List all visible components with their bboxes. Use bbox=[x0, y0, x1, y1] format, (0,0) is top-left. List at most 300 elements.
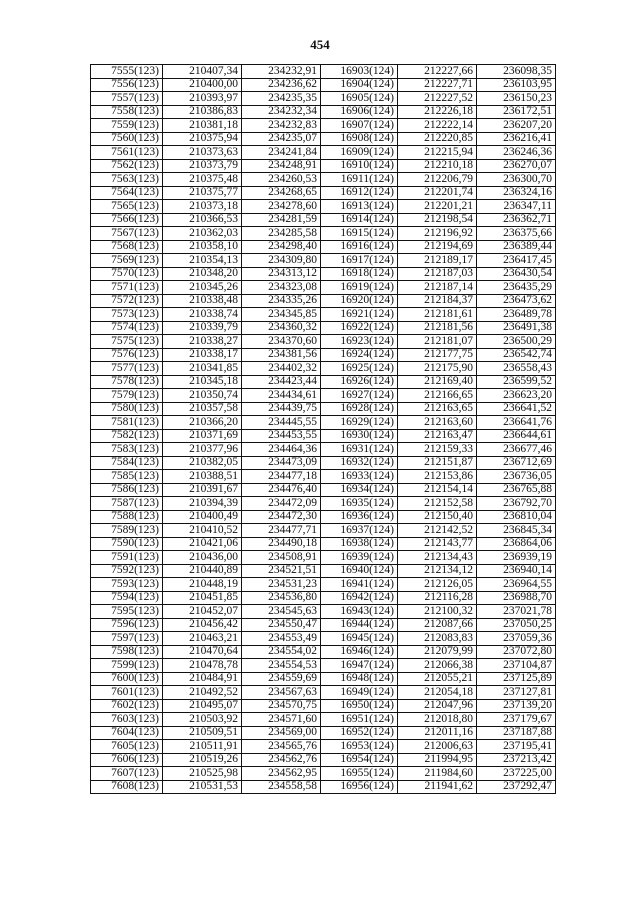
y-coordinate-cell: 236103,95 bbox=[477, 78, 556, 92]
point-id-cell: 16930(124) bbox=[321, 429, 398, 443]
table-row bbox=[91, 227, 556, 241]
table-row bbox=[91, 618, 556, 632]
x-coordinate-cell: 210354,13 bbox=[163, 254, 242, 268]
table-row bbox=[91, 294, 556, 308]
x-coordinate-cell: 212181,07 bbox=[398, 335, 477, 349]
point-id-cell: 16906(124) bbox=[321, 105, 398, 119]
x-coordinate-cell: 212187,03 bbox=[398, 267, 477, 281]
x-coordinate-cell: 212226,18 bbox=[398, 105, 477, 119]
y-coordinate-cell: 234236,62 bbox=[242, 78, 321, 92]
x-coordinate-cell: 210371,69 bbox=[163, 429, 242, 443]
y-coordinate-cell: 236216,41 bbox=[477, 132, 556, 146]
point-id-cell: 16912(124) bbox=[321, 186, 398, 200]
x-coordinate-cell: 212116,28 bbox=[398, 591, 477, 605]
x-coordinate-cell: 212196,92 bbox=[398, 227, 477, 241]
x-coordinate-cell: 212159,33 bbox=[398, 443, 477, 457]
point-id-cell: 7587(123) bbox=[91, 497, 163, 511]
y-coordinate-cell: 234370,60 bbox=[242, 335, 321, 349]
point-id-cell: 16953(124) bbox=[321, 740, 398, 754]
point-id-cell: 16914(124) bbox=[321, 213, 398, 227]
x-coordinate-cell: 210348,20 bbox=[163, 267, 242, 281]
y-coordinate-cell: 234381,56 bbox=[242, 348, 321, 362]
x-coordinate-cell: 210345,26 bbox=[163, 281, 242, 295]
y-coordinate-cell: 237021,78 bbox=[477, 605, 556, 619]
point-id-cell: 16954(124) bbox=[321, 753, 398, 767]
point-id-cell: 16952(124) bbox=[321, 726, 398, 740]
table-row bbox=[91, 672, 556, 686]
point-id-cell: 7563(123) bbox=[91, 173, 163, 187]
x-coordinate-cell: 210421,06 bbox=[163, 537, 242, 551]
y-coordinate-cell: 234562,95 bbox=[242, 767, 321, 781]
coordinates-table bbox=[90, 64, 556, 794]
x-coordinate-cell: 212169,40 bbox=[398, 375, 477, 389]
x-coordinate-cell: 212163,65 bbox=[398, 402, 477, 416]
x-coordinate-cell: 212011,16 bbox=[398, 726, 477, 740]
x-coordinate-cell: 212047,96 bbox=[398, 699, 477, 713]
y-coordinate-cell: 234335,26 bbox=[242, 294, 321, 308]
x-coordinate-cell: 212087,66 bbox=[398, 618, 477, 632]
x-coordinate-cell: 210381,18 bbox=[163, 119, 242, 133]
table-row bbox=[91, 726, 556, 740]
table-row bbox=[91, 591, 556, 605]
y-coordinate-cell: 236491,38 bbox=[477, 321, 556, 335]
y-coordinate-cell: 234531,23 bbox=[242, 578, 321, 592]
y-coordinate-cell: 236150,23 bbox=[477, 92, 556, 106]
y-coordinate-cell: 234521,51 bbox=[242, 564, 321, 578]
table-row bbox=[91, 321, 556, 335]
point-id-cell: 16911(124) bbox=[321, 173, 398, 187]
point-id-cell: 7603(123) bbox=[91, 713, 163, 727]
y-coordinate-cell: 234554,53 bbox=[242, 659, 321, 673]
point-id-cell: 16903(124) bbox=[321, 65, 398, 79]
x-coordinate-cell: 212143,77 bbox=[398, 537, 477, 551]
y-coordinate-cell: 236845,34 bbox=[477, 524, 556, 538]
y-coordinate-cell: 236940,14 bbox=[477, 564, 556, 578]
x-coordinate-cell: 210410,52 bbox=[163, 524, 242, 538]
x-coordinate-cell: 212194,69 bbox=[398, 240, 477, 254]
table-row bbox=[91, 146, 556, 160]
x-coordinate-cell: 212177,75 bbox=[398, 348, 477, 362]
point-id-cell: 16946(124) bbox=[321, 645, 398, 659]
point-id-cell: 16949(124) bbox=[321, 686, 398, 700]
x-coordinate-cell: 210350,74 bbox=[163, 389, 242, 403]
point-id-cell: 7605(123) bbox=[91, 740, 163, 754]
table-row bbox=[91, 713, 556, 727]
y-coordinate-cell: 234476,40 bbox=[242, 483, 321, 497]
x-coordinate-cell: 212163,60 bbox=[398, 416, 477, 430]
x-coordinate-cell: 210393,97 bbox=[163, 92, 242, 106]
y-coordinate-cell: 234490,18 bbox=[242, 537, 321, 551]
point-id-cell: 16938(124) bbox=[321, 537, 398, 551]
point-id-cell: 7593(123) bbox=[91, 578, 163, 592]
point-id-cell: 7590(123) bbox=[91, 537, 163, 551]
table-row bbox=[91, 537, 556, 551]
x-coordinate-cell: 210366,53 bbox=[163, 213, 242, 227]
table-row bbox=[91, 564, 556, 578]
x-coordinate-cell: 212083,83 bbox=[398, 632, 477, 646]
point-id-cell: 7565(123) bbox=[91, 200, 163, 214]
table-row bbox=[91, 402, 556, 416]
table-row bbox=[91, 335, 556, 349]
y-coordinate-cell: 234260,53 bbox=[242, 173, 321, 187]
table-row bbox=[91, 753, 556, 767]
y-coordinate-cell: 234559,69 bbox=[242, 672, 321, 686]
y-coordinate-cell: 236641,76 bbox=[477, 416, 556, 430]
y-coordinate-cell: 234313,12 bbox=[242, 267, 321, 281]
point-id-cell: 7558(123) bbox=[91, 105, 163, 119]
point-id-cell: 7574(123) bbox=[91, 321, 163, 335]
x-coordinate-cell: 210339,79 bbox=[163, 321, 242, 335]
x-coordinate-cell: 210375,77 bbox=[163, 186, 242, 200]
x-coordinate-cell: 210375,94 bbox=[163, 132, 242, 146]
table-row bbox=[91, 200, 556, 214]
point-id-cell: 16955(124) bbox=[321, 767, 398, 781]
y-coordinate-cell: 236792,70 bbox=[477, 497, 556, 511]
y-coordinate-cell: 234248,91 bbox=[242, 159, 321, 173]
x-coordinate-cell: 212153,86 bbox=[398, 470, 477, 484]
y-coordinate-cell: 234567,63 bbox=[242, 686, 321, 700]
y-coordinate-cell: 234423,44 bbox=[242, 375, 321, 389]
x-coordinate-cell: 212220,85 bbox=[398, 132, 477, 146]
table-row bbox=[91, 78, 556, 92]
x-coordinate-cell: 210394,39 bbox=[163, 497, 242, 511]
y-coordinate-cell: 236347,11 bbox=[477, 200, 556, 214]
y-coordinate-cell: 234472,09 bbox=[242, 497, 321, 511]
x-coordinate-cell: 212189,17 bbox=[398, 254, 477, 268]
point-id-cell: 16921(124) bbox=[321, 308, 398, 322]
y-coordinate-cell: 236375,66 bbox=[477, 227, 556, 241]
x-coordinate-cell: 212215,94 bbox=[398, 146, 477, 160]
y-coordinate-cell: 236736,05 bbox=[477, 470, 556, 484]
y-coordinate-cell: 234345,85 bbox=[242, 308, 321, 322]
point-id-cell: 7559(123) bbox=[91, 119, 163, 133]
point-id-cell: 16939(124) bbox=[321, 551, 398, 565]
y-coordinate-cell: 234232,83 bbox=[242, 119, 321, 133]
y-coordinate-cell: 236964,55 bbox=[477, 578, 556, 592]
point-id-cell: 7561(123) bbox=[91, 146, 163, 160]
y-coordinate-cell: 234473,09 bbox=[242, 456, 321, 470]
y-coordinate-cell: 234235,07 bbox=[242, 132, 321, 146]
y-coordinate-cell: 234565,76 bbox=[242, 740, 321, 754]
x-coordinate-cell: 210400,00 bbox=[163, 78, 242, 92]
point-id-cell: 7608(123) bbox=[91, 780, 163, 794]
y-coordinate-cell: 234402,32 bbox=[242, 362, 321, 376]
x-coordinate-cell: 212227,66 bbox=[398, 65, 477, 79]
point-id-cell: 16943(124) bbox=[321, 605, 398, 619]
point-id-cell: 7591(123) bbox=[91, 551, 163, 565]
y-coordinate-cell: 237179,67 bbox=[477, 713, 556, 727]
y-coordinate-cell: 234445,55 bbox=[242, 416, 321, 430]
y-coordinate-cell: 236623,20 bbox=[477, 389, 556, 403]
y-coordinate-cell: 234453,55 bbox=[242, 429, 321, 443]
point-id-cell: 16932(124) bbox=[321, 456, 398, 470]
point-id-cell: 16920(124) bbox=[321, 294, 398, 308]
x-coordinate-cell: 210511,91 bbox=[163, 740, 242, 754]
point-id-cell: 7602(123) bbox=[91, 699, 163, 713]
y-coordinate-cell: 237125,89 bbox=[477, 672, 556, 686]
y-coordinate-cell: 236207,20 bbox=[477, 119, 556, 133]
table-row bbox=[91, 173, 556, 187]
point-id-cell: 7606(123) bbox=[91, 753, 163, 767]
table-row bbox=[91, 497, 556, 511]
y-coordinate-cell: 236677,46 bbox=[477, 443, 556, 457]
point-id-cell: 16925(124) bbox=[321, 362, 398, 376]
y-coordinate-cell: 236489,78 bbox=[477, 308, 556, 322]
x-coordinate-cell: 210492,52 bbox=[163, 686, 242, 700]
x-coordinate-cell: 210341,85 bbox=[163, 362, 242, 376]
y-coordinate-cell: 234553,49 bbox=[242, 632, 321, 646]
x-coordinate-cell: 210503,92 bbox=[163, 713, 242, 727]
x-coordinate-cell: 210440,89 bbox=[163, 564, 242, 578]
table-row bbox=[91, 362, 556, 376]
point-id-cell: 7598(123) bbox=[91, 645, 163, 659]
y-coordinate-cell: 234550,47 bbox=[242, 618, 321, 632]
point-id-cell: 16926(124) bbox=[321, 375, 398, 389]
x-coordinate-cell: 212198,54 bbox=[398, 213, 477, 227]
y-coordinate-cell: 236246,36 bbox=[477, 146, 556, 160]
y-coordinate-cell: 236712,69 bbox=[477, 456, 556, 470]
point-id-cell: 16929(124) bbox=[321, 416, 398, 430]
coordinates-table-body bbox=[91, 65, 556, 794]
x-coordinate-cell: 210484,91 bbox=[163, 672, 242, 686]
y-coordinate-cell: 236810,04 bbox=[477, 510, 556, 524]
point-id-cell: 16950(124) bbox=[321, 699, 398, 713]
point-id-cell: 7555(123) bbox=[91, 65, 163, 79]
y-coordinate-cell: 236641,52 bbox=[477, 402, 556, 416]
y-coordinate-cell: 236417,45 bbox=[477, 254, 556, 268]
point-id-cell: 7580(123) bbox=[91, 402, 163, 416]
point-id-cell: 7557(123) bbox=[91, 92, 163, 106]
point-id-cell: 7586(123) bbox=[91, 483, 163, 497]
y-coordinate-cell: 236270,07 bbox=[477, 159, 556, 173]
point-id-cell: 7592(123) bbox=[91, 564, 163, 578]
point-id-cell: 7579(123) bbox=[91, 389, 163, 403]
x-coordinate-cell: 212154,14 bbox=[398, 483, 477, 497]
x-coordinate-cell: 212163,47 bbox=[398, 429, 477, 443]
x-coordinate-cell: 212201,21 bbox=[398, 200, 477, 214]
table-row bbox=[91, 551, 556, 565]
x-coordinate-cell: 212222,14 bbox=[398, 119, 477, 133]
y-coordinate-cell: 234571,60 bbox=[242, 713, 321, 727]
table-row bbox=[91, 416, 556, 430]
point-id-cell: 16905(124) bbox=[321, 92, 398, 106]
y-coordinate-cell: 237127,81 bbox=[477, 686, 556, 700]
y-coordinate-cell: 236435,29 bbox=[477, 281, 556, 295]
y-coordinate-cell: 236542,74 bbox=[477, 348, 556, 362]
table-row bbox=[91, 456, 556, 470]
table-row bbox=[91, 470, 556, 484]
x-coordinate-cell: 212166,65 bbox=[398, 389, 477, 403]
table-row bbox=[91, 65, 556, 79]
point-id-cell: 7583(123) bbox=[91, 443, 163, 457]
table-row bbox=[91, 483, 556, 497]
y-coordinate-cell: 234545,63 bbox=[242, 605, 321, 619]
x-coordinate-cell: 212181,61 bbox=[398, 308, 477, 322]
x-coordinate-cell: 210357,58 bbox=[163, 402, 242, 416]
point-id-cell: 7585(123) bbox=[91, 470, 163, 484]
table-row bbox=[91, 510, 556, 524]
table-row bbox=[91, 92, 556, 106]
point-id-cell: 16907(124) bbox=[321, 119, 398, 133]
point-id-cell: 16913(124) bbox=[321, 200, 398, 214]
point-id-cell: 16922(124) bbox=[321, 321, 398, 335]
x-coordinate-cell: 212187,14 bbox=[398, 281, 477, 295]
y-coordinate-cell: 234309,80 bbox=[242, 254, 321, 268]
x-coordinate-cell: 210509,51 bbox=[163, 726, 242, 740]
y-coordinate-cell: 234554,02 bbox=[242, 645, 321, 659]
x-coordinate-cell: 212201,74 bbox=[398, 186, 477, 200]
y-coordinate-cell: 237059,36 bbox=[477, 632, 556, 646]
point-id-cell: 7567(123) bbox=[91, 227, 163, 241]
x-coordinate-cell: 212152,58 bbox=[398, 497, 477, 511]
table-row bbox=[91, 186, 556, 200]
table-row bbox=[91, 429, 556, 443]
point-id-cell: 7577(123) bbox=[91, 362, 163, 376]
table-row bbox=[91, 375, 556, 389]
x-coordinate-cell: 211941,62 bbox=[398, 780, 477, 794]
page-number: 454 bbox=[310, 37, 330, 52]
y-coordinate-cell: 234569,00 bbox=[242, 726, 321, 740]
point-id-cell: 16940(124) bbox=[321, 564, 398, 578]
point-id-cell: 16924(124) bbox=[321, 348, 398, 362]
point-id-cell: 7572(123) bbox=[91, 294, 163, 308]
point-id-cell: 7581(123) bbox=[91, 416, 163, 430]
y-coordinate-cell: 236864,06 bbox=[477, 537, 556, 551]
y-coordinate-cell: 234232,34 bbox=[242, 105, 321, 119]
y-coordinate-cell: 234558,58 bbox=[242, 780, 321, 794]
y-coordinate-cell: 234285,58 bbox=[242, 227, 321, 241]
y-coordinate-cell: 234241,84 bbox=[242, 146, 321, 160]
point-id-cell: 16956(124) bbox=[321, 780, 398, 794]
y-coordinate-cell: 236765,88 bbox=[477, 483, 556, 497]
y-coordinate-cell: 234281,59 bbox=[242, 213, 321, 227]
x-coordinate-cell: 210400,49 bbox=[163, 510, 242, 524]
y-coordinate-cell: 237187,88 bbox=[477, 726, 556, 740]
point-id-cell: 16937(124) bbox=[321, 524, 398, 538]
point-id-cell: 7589(123) bbox=[91, 524, 163, 538]
y-coordinate-cell: 236939,19 bbox=[477, 551, 556, 565]
x-coordinate-cell: 210448,19 bbox=[163, 578, 242, 592]
y-coordinate-cell: 234508,91 bbox=[242, 551, 321, 565]
table-row bbox=[91, 605, 556, 619]
point-id-cell: 7599(123) bbox=[91, 659, 163, 673]
point-id-cell: 7573(123) bbox=[91, 308, 163, 322]
point-id-cell: 7600(123) bbox=[91, 672, 163, 686]
point-id-cell: 16945(124) bbox=[321, 632, 398, 646]
x-coordinate-cell: 210358,10 bbox=[163, 240, 242, 254]
table-row bbox=[91, 524, 556, 538]
y-coordinate-cell: 236599,52 bbox=[477, 375, 556, 389]
y-coordinate-cell: 236300,70 bbox=[477, 173, 556, 187]
table-row bbox=[91, 632, 556, 646]
y-coordinate-cell: 237104,87 bbox=[477, 659, 556, 673]
point-id-cell: 7582(123) bbox=[91, 429, 163, 443]
point-id-cell: 7601(123) bbox=[91, 686, 163, 700]
point-id-cell: 7560(123) bbox=[91, 132, 163, 146]
x-coordinate-cell: 210375,48 bbox=[163, 173, 242, 187]
y-coordinate-cell: 236362,71 bbox=[477, 213, 556, 227]
y-coordinate-cell: 237072,80 bbox=[477, 645, 556, 659]
x-coordinate-cell: 210456,42 bbox=[163, 618, 242, 632]
x-coordinate-cell: 212184,37 bbox=[398, 294, 477, 308]
point-id-cell: 7576(123) bbox=[91, 348, 163, 362]
x-coordinate-cell: 210362,03 bbox=[163, 227, 242, 241]
table-row bbox=[91, 213, 556, 227]
point-id-cell: 16936(124) bbox=[321, 510, 398, 524]
y-coordinate-cell: 237139,20 bbox=[477, 699, 556, 713]
y-coordinate-cell: 236324,16 bbox=[477, 186, 556, 200]
point-id-cell: 7588(123) bbox=[91, 510, 163, 524]
point-id-cell: 7596(123) bbox=[91, 618, 163, 632]
y-coordinate-cell: 234434,61 bbox=[242, 389, 321, 403]
y-coordinate-cell: 234536,80 bbox=[242, 591, 321, 605]
point-id-cell: 16919(124) bbox=[321, 281, 398, 295]
y-coordinate-cell: 234477,71 bbox=[242, 524, 321, 538]
x-coordinate-cell: 210436,00 bbox=[163, 551, 242, 565]
table-row bbox=[91, 119, 556, 133]
x-coordinate-cell: 210531,53 bbox=[163, 780, 242, 794]
point-id-cell: 7556(123) bbox=[91, 78, 163, 92]
point-id-cell: 7564(123) bbox=[91, 186, 163, 200]
x-coordinate-cell: 210373,18 bbox=[163, 200, 242, 214]
point-id-cell: 16931(124) bbox=[321, 443, 398, 457]
x-coordinate-cell: 212151,87 bbox=[398, 456, 477, 470]
x-coordinate-cell: 212150,40 bbox=[398, 510, 477, 524]
x-coordinate-cell: 210451,85 bbox=[163, 591, 242, 605]
x-coordinate-cell: 210338,17 bbox=[163, 348, 242, 362]
point-id-cell: 16934(124) bbox=[321, 483, 398, 497]
table-row bbox=[91, 308, 556, 322]
x-coordinate-cell: 210382,05 bbox=[163, 456, 242, 470]
y-coordinate-cell: 236988,70 bbox=[477, 591, 556, 605]
y-coordinate-cell: 234439,75 bbox=[242, 402, 321, 416]
point-id-cell: 16942(124) bbox=[321, 591, 398, 605]
table-row bbox=[91, 281, 556, 295]
point-id-cell: 16923(124) bbox=[321, 335, 398, 349]
table-row bbox=[91, 686, 556, 700]
x-coordinate-cell: 210338,48 bbox=[163, 294, 242, 308]
y-coordinate-cell: 236558,43 bbox=[477, 362, 556, 376]
x-coordinate-cell: 212100,32 bbox=[398, 605, 477, 619]
x-coordinate-cell: 212018,80 bbox=[398, 713, 477, 727]
y-coordinate-cell: 236098,35 bbox=[477, 65, 556, 79]
x-coordinate-cell: 210495,07 bbox=[163, 699, 242, 713]
x-coordinate-cell: 212175,90 bbox=[398, 362, 477, 376]
point-id-cell: 16944(124) bbox=[321, 618, 398, 632]
y-coordinate-cell: 237195,41 bbox=[477, 740, 556, 754]
y-coordinate-cell: 234232,91 bbox=[242, 65, 321, 79]
point-id-cell: 16918(124) bbox=[321, 267, 398, 281]
point-id-cell: 16916(124) bbox=[321, 240, 398, 254]
x-coordinate-cell: 212134,12 bbox=[398, 564, 477, 578]
x-coordinate-cell: 212142,52 bbox=[398, 524, 477, 538]
table-row bbox=[91, 132, 556, 146]
point-id-cell: 16904(124) bbox=[321, 78, 398, 92]
y-coordinate-cell: 234278,60 bbox=[242, 200, 321, 214]
point-id-cell: 16927(124) bbox=[321, 389, 398, 403]
point-id-cell: 16910(124) bbox=[321, 159, 398, 173]
x-coordinate-cell: 210388,51 bbox=[163, 470, 242, 484]
table-row bbox=[91, 254, 556, 268]
table-row bbox=[91, 740, 556, 754]
point-id-cell: 16941(124) bbox=[321, 578, 398, 592]
table-row bbox=[91, 578, 556, 592]
x-coordinate-cell: 211994,95 bbox=[398, 753, 477, 767]
y-coordinate-cell: 236389,44 bbox=[477, 240, 556, 254]
table-row bbox=[91, 780, 556, 794]
x-coordinate-cell: 212227,52 bbox=[398, 92, 477, 106]
table-row bbox=[91, 767, 556, 781]
